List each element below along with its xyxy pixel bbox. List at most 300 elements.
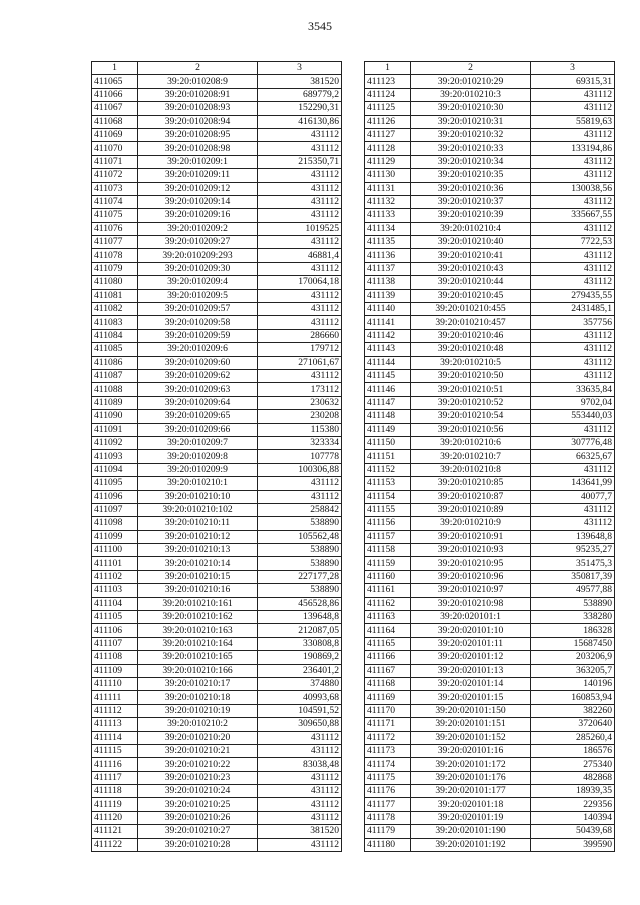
table-row	[365, 677, 615, 690]
value-cell: 230632	[258, 396, 342, 409]
cadastral-number-cell: 39:20:010210:11	[138, 517, 258, 530]
cadastral-number-cell: 39:20:010209:5	[138, 289, 258, 302]
record-number-cell: 411087	[92, 369, 138, 382]
cadastral-number-cell: 39:20:010209:58	[138, 316, 258, 329]
value-cell: 66325,67	[531, 450, 615, 463]
record-number-cell: 411164	[365, 624, 411, 637]
record-number-cell: 411074	[92, 195, 138, 208]
record-number-cell: 411180	[365, 838, 411, 851]
cadastral-number-cell: 39:20:010210:87	[411, 490, 531, 503]
table-row	[92, 771, 342, 784]
record-number-cell: 411066	[92, 88, 138, 101]
table-row	[92, 691, 342, 704]
record-number-cell: 411071	[92, 155, 138, 168]
table-row	[92, 88, 342, 101]
cadastral-number-cell: 39:20:020101:172	[411, 758, 531, 771]
table-row	[92, 517, 342, 530]
value-cell: 215350,71	[258, 155, 342, 168]
value-cell: 431112	[258, 731, 342, 744]
column-header-2: 2	[411, 62, 531, 75]
value-cell: 15687450	[531, 637, 615, 650]
record-number-cell: 411131	[365, 182, 411, 195]
value-cell: 338280	[531, 611, 615, 624]
value-cell: 100306,88	[258, 463, 342, 476]
value-cell: 431112	[531, 356, 615, 369]
table-row	[92, 557, 342, 570]
table-row	[92, 450, 342, 463]
table-row	[365, 811, 615, 824]
value-cell: 431112	[531, 343, 615, 356]
column-header-1: 1	[365, 62, 411, 75]
record-number-cell: 411072	[92, 169, 138, 182]
table-row	[365, 209, 615, 222]
cadastral-number-cell: 39:20:010209:1	[138, 155, 258, 168]
record-number-cell: 411120	[92, 811, 138, 824]
record-number-cell: 411139	[365, 289, 411, 302]
record-number-cell: 411114	[92, 731, 138, 744]
cadastral-number-cell: 39:20:020101:12	[411, 651, 531, 664]
value-cell: 381520	[258, 825, 342, 838]
table-row	[365, 463, 615, 476]
table-row	[365, 222, 615, 235]
cadastral-number-cell: 39:20:020101:192	[411, 838, 531, 851]
record-number-cell: 411128	[365, 142, 411, 155]
table-row	[365, 691, 615, 704]
value-cell: 115380	[258, 423, 342, 436]
value-cell: 236401,2	[258, 664, 342, 677]
record-number-cell: 411102	[92, 570, 138, 583]
record-number-cell: 411073	[92, 182, 138, 195]
value-cell: 212087,05	[258, 624, 342, 637]
record-number-cell: 411144	[365, 356, 411, 369]
cadastral-number-cell: 39:20:020101:151	[411, 718, 531, 731]
cadastral-number-cell: 39:20:020101:13	[411, 664, 531, 677]
value-cell: 186328	[531, 624, 615, 637]
cadastral-number-cell: 39:20:010210:22	[138, 758, 258, 771]
record-number-cell: 411176	[365, 785, 411, 798]
table-row	[92, 343, 342, 356]
record-number-cell: 411065	[92, 75, 138, 88]
value-cell: 279435,55	[531, 289, 615, 302]
table-row	[92, 169, 342, 182]
record-number-cell: 411159	[365, 557, 411, 570]
record-number-cell: 411110	[92, 677, 138, 690]
cadastral-number-cell: 39:20:010210:23	[138, 771, 258, 784]
record-number-cell: 411106	[92, 624, 138, 637]
value-cell: 179712	[258, 343, 342, 356]
table-row	[92, 744, 342, 757]
value-cell: 431112	[531, 102, 615, 115]
value-cell: 186576	[531, 744, 615, 757]
column-header-3: 3	[531, 62, 615, 75]
table-row	[92, 356, 342, 369]
cadastral-number-cell: 39:20:010208:98	[138, 142, 258, 155]
cadastral-number-cell: 39:20:010210:5	[411, 356, 531, 369]
value-cell: 143641,99	[531, 477, 615, 490]
table-row	[365, 664, 615, 677]
table-row	[365, 236, 615, 249]
cadastral-number-cell: 39:20:010210:16	[138, 584, 258, 597]
cadastral-number-cell: 39:20:010209:66	[138, 423, 258, 436]
value-cell: 3720640	[531, 718, 615, 731]
value-cell: 374880	[258, 677, 342, 690]
cadastral-number-cell: 39:20:010210:13	[138, 544, 258, 557]
cadastral-number-cell: 39:20:020101:10	[411, 624, 531, 637]
value-cell: 203206,9	[531, 651, 615, 664]
cadastral-number-cell: 39:20:010210:6	[411, 436, 531, 449]
table-row	[92, 811, 342, 824]
cadastral-number-cell: 39:20:010209:64	[138, 396, 258, 409]
cadastral-number-cell: 39:20:010210:45	[411, 289, 531, 302]
table-row	[365, 517, 615, 530]
table-row	[92, 142, 342, 155]
cadastral-number-cell: 39:20:020101:1	[411, 611, 531, 624]
value-cell: 431112	[258, 262, 342, 275]
table-row	[365, 155, 615, 168]
table-row	[92, 624, 342, 637]
table-row	[92, 798, 342, 811]
cadastral-number-cell: 39:20:010208:94	[138, 115, 258, 128]
record-number-cell: 411169	[365, 691, 411, 704]
cadastral-number-cell: 39:20:010208:91	[138, 88, 258, 101]
table-row	[92, 369, 342, 382]
value-cell: 431112	[531, 369, 615, 382]
table-row	[365, 383, 615, 396]
table-row	[92, 75, 342, 88]
table-row	[365, 128, 615, 141]
table-row	[92, 718, 342, 731]
value-cell: 431112	[258, 209, 342, 222]
table-row	[365, 115, 615, 128]
record-number-cell: 411166	[365, 651, 411, 664]
cadastral-number-cell: 39:20:010209:16	[138, 209, 258, 222]
cadastral-number-cell: 39:20:010210:7	[411, 450, 531, 463]
value-cell: 173112	[258, 383, 342, 396]
table-row	[365, 182, 615, 195]
cadastral-number-cell: 39:20:010209:57	[138, 303, 258, 316]
record-number-cell: 411085	[92, 343, 138, 356]
table-row	[92, 396, 342, 409]
table-row	[365, 262, 615, 275]
record-number-cell: 411146	[365, 383, 411, 396]
cadastral-number-cell: 39:20:010210:51	[411, 383, 531, 396]
record-number-cell: 411129	[365, 155, 411, 168]
table-row	[92, 530, 342, 543]
cadastral-number-cell: 39:20:010210:25	[138, 798, 258, 811]
cadastral-number-cell: 39:20:010209:60	[138, 356, 258, 369]
cadastral-number-cell: 39:20:010210:36	[411, 182, 531, 195]
table-row	[92, 838, 342, 851]
record-number-cell: 411178	[365, 811, 411, 824]
value-cell: 140394	[531, 811, 615, 824]
table-row	[365, 329, 615, 342]
record-number-cell: 411088	[92, 383, 138, 396]
table-row	[365, 838, 615, 851]
table-row	[92, 182, 342, 195]
cadastral-number-cell: 39:20:010209:30	[138, 262, 258, 275]
record-number-cell: 411119	[92, 798, 138, 811]
value-cell: 538890	[258, 557, 342, 570]
record-number-cell: 411078	[92, 249, 138, 262]
table-row	[92, 637, 342, 650]
table-row	[365, 731, 615, 744]
record-number-cell: 411157	[365, 530, 411, 543]
value-cell: 286660	[258, 329, 342, 342]
cadastral-number-cell: 39:20:010210:8	[411, 463, 531, 476]
cadastral-number-cell: 39:20:010210:165	[138, 651, 258, 664]
value-cell: 107778	[258, 450, 342, 463]
record-number-cell: 411067	[92, 102, 138, 115]
cadastral-number-cell: 39:20:010209:12	[138, 182, 258, 195]
cadastral-number-cell: 39:20:010210:9	[411, 517, 531, 530]
value-cell: 399590	[531, 838, 615, 851]
record-number-cell: 411097	[92, 503, 138, 516]
table-row	[365, 597, 615, 610]
cadastral-number-cell: 39:20:010210:161	[138, 597, 258, 610]
record-number-cell: 411081	[92, 289, 138, 302]
cadastral-number-cell: 39:20:010210:457	[411, 316, 531, 329]
table-row	[92, 785, 342, 798]
value-cell: 133194,86	[531, 142, 615, 155]
table-row	[92, 731, 342, 744]
cadastral-number-cell: 39:20:010208:9	[138, 75, 258, 88]
table-row	[365, 356, 615, 369]
cadastral-number-cell: 39:20:010210:164	[138, 637, 258, 650]
cadastral-number-cell: 39:20:010208:93	[138, 102, 258, 115]
record-number-cell: 411076	[92, 222, 138, 235]
table-row	[92, 664, 342, 677]
value-cell: 323334	[258, 436, 342, 449]
value-cell: 431112	[531, 169, 615, 182]
value-cell: 431112	[258, 316, 342, 329]
record-number-cell: 411138	[365, 276, 411, 289]
value-cell: 309650,88	[258, 718, 342, 731]
record-number-cell: 411143	[365, 343, 411, 356]
cadastral-number-cell: 39:20:010210:34	[411, 155, 531, 168]
value-cell: 431112	[258, 798, 342, 811]
table-row	[365, 450, 615, 463]
record-number-cell: 411115	[92, 744, 138, 757]
table-row	[92, 262, 342, 275]
value-cell: 553440,03	[531, 410, 615, 423]
cadastral-number-cell: 39:20:020101:190	[411, 825, 531, 838]
record-number-cell: 411083	[92, 316, 138, 329]
cadastral-number-cell: 39:20:020101:16	[411, 744, 531, 757]
value-cell: 335667,55	[531, 209, 615, 222]
cadastral-number-cell: 39:20:020101:152	[411, 731, 531, 744]
record-number-cell: 411158	[365, 544, 411, 557]
table-row	[92, 570, 342, 583]
record-number-cell: 411130	[365, 169, 411, 182]
value-cell: 689779,2	[258, 88, 342, 101]
value-cell: 431112	[258, 128, 342, 141]
value-cell: 431112	[531, 222, 615, 235]
table-row	[365, 611, 615, 624]
value-cell: 431112	[531, 463, 615, 476]
cadastral-number-cell: 39:20:020101:150	[411, 704, 531, 717]
record-number-cell: 411168	[365, 677, 411, 690]
table-row	[92, 276, 342, 289]
cadastral-number-cell: 39:20:010210:162	[138, 611, 258, 624]
record-number-cell: 411141	[365, 316, 411, 329]
cadastral-number-cell: 39:20:010210:29	[411, 75, 531, 88]
cadastral-number-cell: 39:20:010210:19	[138, 704, 258, 717]
cadastral-number-cell: 39:20:010210:1	[138, 477, 258, 490]
page-number: 3545	[308, 19, 332, 33]
value-cell: 69315,31	[531, 75, 615, 88]
table-row	[92, 436, 342, 449]
cadastral-number-cell: 39:20:010210:95	[411, 557, 531, 570]
value-cell: 382260	[531, 704, 615, 717]
record-number-cell: 411160	[365, 570, 411, 583]
record-number-cell: 411096	[92, 490, 138, 503]
table-row	[92, 651, 342, 664]
table-row	[365, 624, 615, 637]
value-cell: 130038,56	[531, 182, 615, 195]
table-row	[92, 329, 342, 342]
record-number-cell: 411150	[365, 436, 411, 449]
record-number-cell: 411109	[92, 664, 138, 677]
table-row	[365, 771, 615, 784]
record-number-cell: 411134	[365, 222, 411, 235]
record-number-cell: 411148	[365, 410, 411, 423]
cadastral-number-cell: 39:20:010210:163	[138, 624, 258, 637]
record-number-cell: 411100	[92, 544, 138, 557]
record-number-cell: 411152	[365, 463, 411, 476]
record-number-cell: 411140	[365, 303, 411, 316]
record-number-cell: 411086	[92, 356, 138, 369]
table-row	[92, 383, 342, 396]
table-row	[365, 249, 615, 262]
value-cell: 431112	[258, 142, 342, 155]
table-row	[92, 155, 342, 168]
value-cell: 431112	[258, 369, 342, 382]
value-cell: 83038,48	[258, 758, 342, 771]
table-row	[365, 798, 615, 811]
value-cell: 40993,68	[258, 691, 342, 704]
cadastral-number-cell: 39:20:010210:30	[411, 102, 531, 115]
left-register-table	[91, 61, 342, 852]
cadastral-number-cell: 39:20:020101:15	[411, 691, 531, 704]
value-cell: 95235,27	[531, 544, 615, 557]
table-row	[92, 477, 342, 490]
table-row	[365, 584, 615, 597]
cadastral-number-cell: 39:20:010209:11	[138, 169, 258, 182]
table-row	[92, 115, 342, 128]
table-row	[92, 584, 342, 597]
cadastral-number-cell: 39:20:010210:27	[138, 825, 258, 838]
value-cell: 538890	[258, 517, 342, 530]
cadastral-number-cell: 39:20:010210:93	[411, 544, 531, 557]
table-row	[92, 195, 342, 208]
table-row	[365, 490, 615, 503]
table-row	[365, 423, 615, 436]
value-cell: 431112	[258, 811, 342, 824]
value-cell: 381520	[258, 75, 342, 88]
record-number-cell: 411161	[365, 584, 411, 597]
cadastral-number-cell: 39:20:010210:89	[411, 503, 531, 516]
record-number-cell: 411177	[365, 798, 411, 811]
cadastral-number-cell: 39:20:020101:11	[411, 637, 531, 650]
table-row	[365, 396, 615, 409]
table-row	[365, 557, 615, 570]
cadastral-number-cell: 39:20:010210:21	[138, 744, 258, 757]
value-cell: 152290,31	[258, 102, 342, 115]
cadastral-number-cell: 39:20:010210:26	[138, 811, 258, 824]
value-cell: 190869,2	[258, 651, 342, 664]
cadastral-number-cell: 39:20:010209:293	[138, 249, 258, 262]
cadastral-number-cell: 39:20:010210:43	[411, 262, 531, 275]
record-number-cell: 411156	[365, 517, 411, 530]
record-number-cell: 411175	[365, 771, 411, 784]
table-row	[365, 651, 615, 664]
table-row	[365, 169, 615, 182]
value-cell: 538890	[258, 544, 342, 557]
record-number-cell: 411069	[92, 128, 138, 141]
table-row	[365, 369, 615, 382]
record-number-cell: 411133	[365, 209, 411, 222]
value-cell: 431112	[258, 838, 342, 851]
table-row	[92, 503, 342, 516]
cadastral-number-cell: 39:20:010210:97	[411, 584, 531, 597]
table-row	[92, 209, 342, 222]
cadastral-number-cell: 39:20:020101:176	[411, 771, 531, 784]
cadastral-number-cell: 39:20:010209:62	[138, 369, 258, 382]
record-number-cell: 411135	[365, 236, 411, 249]
record-number-cell: 411084	[92, 329, 138, 342]
value-cell: 431112	[258, 289, 342, 302]
cadastral-number-cell: 39:20:010209:63	[138, 383, 258, 396]
cadastral-number-cell: 39:20:010209:8	[138, 450, 258, 463]
cadastral-number-cell: 39:20:010210:41	[411, 249, 531, 262]
record-number-cell: 411155	[365, 503, 411, 516]
column-header-1: 1	[92, 62, 138, 75]
record-number-cell: 411068	[92, 115, 138, 128]
cadastral-number-cell: 39:20:010210:28	[138, 838, 258, 851]
value-cell: 431112	[258, 182, 342, 195]
record-number-cell: 411080	[92, 276, 138, 289]
cadastral-number-cell: 39:20:010210:17	[138, 677, 258, 690]
table-row	[365, 276, 615, 289]
record-number-cell: 411170	[365, 704, 411, 717]
record-number-cell: 411162	[365, 597, 411, 610]
record-number-cell: 411165	[365, 637, 411, 650]
record-number-cell: 411174	[365, 758, 411, 771]
value-cell: 330808,8	[258, 637, 342, 650]
value-cell: 350817,39	[531, 570, 615, 583]
record-number-cell: 411123	[365, 75, 411, 88]
cadastral-number-cell: 39:20:010210:102	[138, 503, 258, 516]
table-row	[365, 718, 615, 731]
record-number-cell: 411154	[365, 490, 411, 503]
record-number-cell: 411136	[365, 249, 411, 262]
cadastral-number-cell: 39:20:010209:65	[138, 410, 258, 423]
table-row	[365, 570, 615, 583]
value-cell: 431112	[258, 785, 342, 798]
table-row	[92, 316, 342, 329]
value-cell: 40077,7	[531, 490, 615, 503]
value-cell: 431112	[531, 249, 615, 262]
record-number-cell: 411125	[365, 102, 411, 115]
record-number-cell: 411167	[365, 664, 411, 677]
record-number-cell: 411093	[92, 450, 138, 463]
record-number-cell: 411079	[92, 262, 138, 275]
cadastral-number-cell: 39:20:010210:40	[411, 236, 531, 249]
cadastral-number-cell: 39:20:010210:50	[411, 369, 531, 382]
table-row	[92, 825, 342, 838]
header-row	[365, 62, 615, 75]
cadastral-number-cell: 39:20:010210:31	[411, 115, 531, 128]
